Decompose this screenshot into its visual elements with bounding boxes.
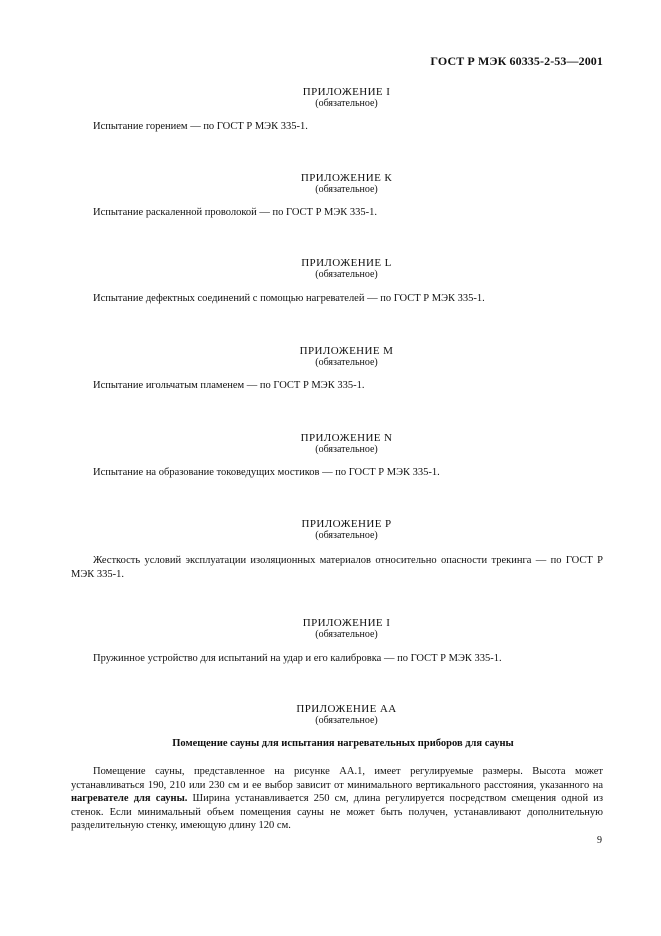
annex-title: ПРИЛОЖЕНИЕ I [302, 617, 391, 629]
annex-l-heading [0, 257, 661, 280]
annex-p-heading [0, 518, 661, 541]
annex-status: (обязательное) [315, 98, 378, 109]
annex-status: (обязательное) [315, 530, 378, 541]
page-number: 9 [597, 835, 602, 846]
annex-n-text: Испытание на образование токоведущих мостиков — по ГОСТ Р МЭК 335-1. [93, 467, 440, 478]
annex-i-second-heading [0, 617, 661, 640]
annex-status: (обязательное) [315, 715, 378, 726]
annex-i-text: Испытание горением — по ГОСТ Р МЭК 335-1. [93, 121, 308, 132]
annex-i-heading [0, 86, 661, 109]
paragraph-text: Ширина устанавливается 250 см, длина регулируется посредством смещения одной из стенок. Если минимальный объем помещения сауны не может быть получен, устанавливают дополнительную разделительную стенку, имеющую длину 120 см. [71, 793, 603, 831]
document-code-header: ГОСТ Р МЭК 60335-2-53—2001 [430, 54, 603, 68]
annex-title: ПРИЛОЖЕНИЕ I [302, 86, 391, 98]
annex-i-second-text: Пружинное устройство для испытаний на удар и его калибровка — по ГОСТ Р МЭК 335-1. [93, 653, 502, 664]
annex-title: ПРИЛОЖЕНИЕ М [299, 345, 394, 357]
annex-status: (обязательное) [315, 357, 378, 368]
annex-status: (обязательное) [315, 444, 378, 455]
paragraph-bold-term: нагревателе для сауны. [71, 793, 188, 804]
body-paragraph [71, 765, 603, 833]
annex-title: ПРИЛОЖЕНИЕ L [301, 257, 392, 269]
paragraph-text: Помещение сауны, представленное на рисунке АА.1, имеет регулируемые размеры. Высота может устанавливаться 190, 210 или 230 см и ее выбор зависит от минимального вертикального расстояния, указанного на [71, 766, 603, 791]
annex-title: ПРИЛОЖЕНИЕ К [300, 172, 393, 184]
annex-title: ПРИЛОЖЕНИЕ Р [301, 518, 392, 530]
annex-m-heading [0, 345, 661, 368]
annex-k-heading [0, 172, 661, 195]
annex-title: ПРИЛОЖЕНИЕ N [300, 432, 393, 444]
annex-aa-heading [0, 703, 661, 726]
annex-status: (обязательное) [315, 269, 378, 280]
annex-status: (обязательное) [315, 629, 378, 640]
annex-status: (обязательное) [315, 184, 378, 195]
annex-m-text: Испытание игольчатым пламенем — по ГОСТ Р МЭК 335-1. [93, 380, 365, 391]
section-heading: Помещение сауны для испытания нагревательных приборов для сауны [172, 738, 514, 749]
annex-l-text: Испытание дефектных соединений с помощью нагревателей — по ГОСТ Р МЭК 335-1. [93, 293, 485, 304]
annex-n-heading [0, 432, 661, 455]
annex-k-text: Испытание раскаленной проволокой — по ГОСТ Р МЭК 335-1. [93, 207, 378, 218]
annex-p-text: Жесткость условий эксплуатации изоляционных материалов относительно опасности трекинга — по ГОСТ Р МЭК 335-1. [71, 555, 603, 580]
annex-title: ПРИЛОЖЕНИЕ АА [296, 703, 397, 715]
